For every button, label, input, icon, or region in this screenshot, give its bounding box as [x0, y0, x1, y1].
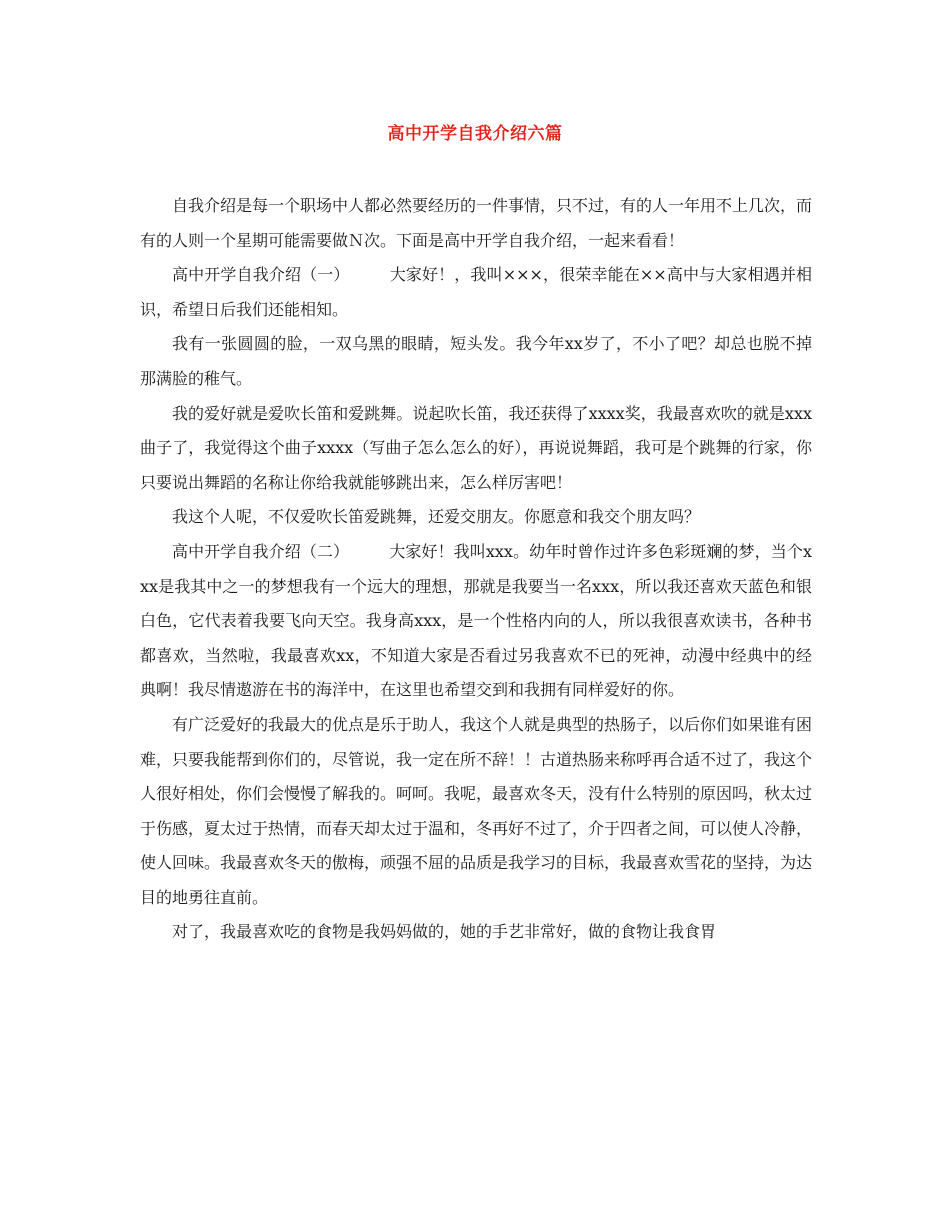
paragraph: 有广泛爱好的我最大的优点是乐于助人，我这个人就是典型的热肠子，以后你们如果谁有困难，只要我能帮到你们的，尽管说，我一定在所不辞！！古道热肠来称呼再合适不过了，我这个人很好相处，你们会慢慢了解我的。呵呵。我呢，最喜欢冬天，没有什么特别的原因吗，秋太过于伤感，夏太过于热情，而春天却太过于温和，冬再好不过了，介于四者之间，可以使人冷静，使人回味。我最喜欢冬天的傲梅，顽强不屈的品质是我学习的目标，我最喜欢雪花的坚持，为达目的地勇往直前。	[140, 714, 813, 907]
paragraph: 对了，我最喜欢吃的食物是我妈妈做的，她的手艺非常好，做的食物让我食胃	[172, 922, 717, 942]
paragraph-section-2: 高中开学自我介绍（二） 大家好！我叫xxx。幼年时曾作过许多色彩斑斓的梦，当个xxx是我其中之一的梦想我有一个远大的理想，那就是我要当一名xxx，所以我还喜欢天蓝色和银白色，它代表着我要飞向天空。我身高xxx，是一个性格内向的人，所以我很喜欢读书，各种书都喜欢，当然啦，我最喜欢xx，不知道大家是否看过另我喜欢不已的死神，动漫中经典中的经典啊！我尽情遨游在书的海洋中，在这里也希望交到和我拥有同样爱好的你。	[140, 541, 812, 700]
paragraph: 我这个人呢，不仅爱吹长笛爱跳舞，还爱交朋友。你愿意和我交个朋友吗？	[172, 507, 701, 527]
paragraph: 我有一张圆圆的脸，一双乌黑的眼睛，短头发。我今年xx岁了，不小了吧？却总也脱不掉那满脸的稚气。	[140, 334, 812, 388]
section-heading: 高中开学自我介绍（一）	[172, 265, 350, 285]
paragraph-intro: 自我介绍是每一个职场中人都必然要经历的一件事情，只不过，有的人一年用不上几次，而有的人则一个星期可能需要做Ｎ次。下面是高中开学自我介绍，一起来看看！	[140, 196, 813, 250]
paragraph: 我的爱好就是爱吹长笛和爱跳舞。说起吹长笛，我还获得了xxxx奖，我最喜欢吹的就是xxx曲子了，我觉得这个曲子xxxx（写曲子怎么怎么的好），再说说舞蹈，我可是个跳舞的行家，你只要说出舞蹈的名称让你给我就能够跳出来，怎么样厉害吧！	[140, 403, 812, 492]
paragraph-section-1: 高中开学自我介绍（一） 大家好！，我叫×××，很荣幸能在××高中与大家相遇并相识，希望日后我们还能相知。	[140, 265, 812, 319]
document-body	[140, 189, 812, 950]
section-heading: 高中开学自我介绍（二）	[172, 541, 350, 561]
document-title: 高中开学自我介绍六篇	[387, 124, 563, 144]
